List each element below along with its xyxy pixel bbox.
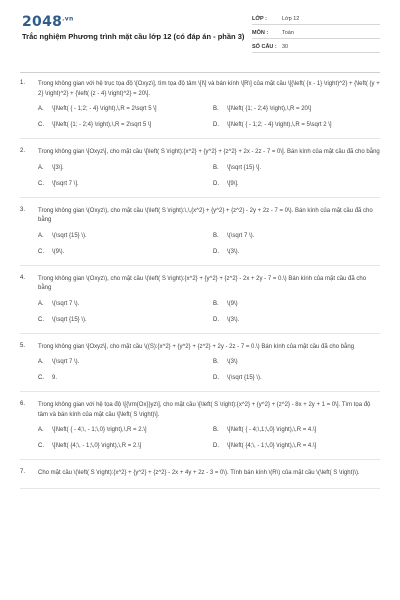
question-item: [20, 148, 380, 198]
question-number: 2.: [20, 148, 26, 154]
option-label: A.: [38, 106, 44, 112]
answer-option[interactable]: [213, 232, 380, 240]
answer-options: [38, 232, 380, 256]
question-number: 3.: [20, 206, 26, 213]
answer-options: [38, 300, 380, 324]
answer-option[interactable]: [213, 121, 380, 129]
option-label: D.: [213, 248, 219, 255]
option-label: B.: [213, 106, 219, 112]
option-label: C.: [38, 443, 44, 449]
answer-option[interactable]: [38, 248, 205, 256]
answer-option[interactable]: [213, 248, 380, 256]
option-text: \[I\left( {1; - 2;4} \right),\,R = 20\]: [227, 106, 312, 112]
option-text: \(9\).: [52, 248, 65, 255]
answer-option[interactable]: [213, 316, 380, 324]
option-label: A.: [38, 427, 44, 433]
answer-options: [38, 164, 380, 188]
question-number: 1.: [20, 80, 26, 86]
question-number: 5.: [20, 342, 26, 349]
meta-value: Toán: [282, 30, 294, 36]
question-text: Cho mặt cầu \(\left( S \right):{x^2} + {y^2} + {z^2} - 2x + 4y + 2z - 3 = 0\). Tính bán kính \(R\) của mặt cầu \(\left( S \right)\).: [38, 470, 360, 476]
answer-option[interactable]: [38, 121, 205, 129]
question-item: [20, 275, 380, 334]
option-label: C.: [38, 180, 44, 187]
answer-option[interactable]: [38, 358, 205, 366]
option-label: D.: [213, 180, 219, 187]
option-text: \(3\).: [227, 316, 240, 323]
meta-label: LỚP :: [252, 16, 267, 22]
question-item: [20, 469, 380, 489]
question-item: [20, 207, 380, 266]
option-text: \[I\left( {1; - 2;4} \right),\,R = 2\sqrt 5 \]: [52, 122, 152, 128]
option-text: \(9\): [227, 300, 238, 307]
meta-row-subject: [252, 28, 380, 39]
question-item: [20, 80, 380, 139]
option-text: \[\sqrt 7 \].: [52, 180, 79, 187]
question-number: 4.: [20, 274, 26, 281]
option-text: \[\sqrt {15} \].: [227, 164, 262, 171]
option-label: A.: [38, 164, 44, 171]
question-text: Trong không gian \(Oxyz\), cho mặt cầu \(\left( S \right):{x^2} + {y^2} + {z^2} - 2x + 2y - 7 = 0.\) Bán kính của mặt cầu đã cho bằng: [38, 275, 367, 291]
option-text: \[I\left( {4;\, - 1;\,0} \right),\,R = 2.\]: [52, 443, 142, 449]
question-text: Trong không gian với hệ tọa độ \[{\rm{Ox}}yz\], cho mặt cầu \[\left( S \right):{x^2} + {y^2} + {z^2} - 8x + 2y + 1 = 0\]. Tìm tọa độ tâm và bán kính của mặt cầu \[\left( S \right)\].: [38, 402, 371, 418]
question-item: [20, 401, 380, 460]
answer-option[interactable]: [38, 426, 205, 434]
question-list: [0, 80, 400, 498]
meta-row-class: [252, 14, 380, 25]
answer-option[interactable]: [213, 358, 380, 366]
question-text: Trong không gian với hệ trục tọa độ \[Oxyz\], tìm tọa độ tâm \[I\] và bán kính \[R\] của mặt cầu \[{\left( {x - 1} \right)^2} + {\left( {y + 2} \right)^2} + {\left( {z - 4} \right)^2} = 20\].: [38, 81, 380, 97]
option-label: A.: [38, 232, 44, 239]
answer-option[interactable]: [38, 374, 205, 382]
answer-option[interactable]: [38, 232, 205, 240]
option-label: C.: [38, 122, 44, 128]
answer-option[interactable]: [213, 300, 380, 308]
option-text: \[I\left( { - 1;2; - 4} \right),\,R = 5\sqrt 2 \]: [227, 122, 332, 128]
option-label: D.: [213, 122, 219, 128]
option-label: C.: [38, 248, 44, 255]
option-text: \(\sqrt 7 \).: [52, 359, 80, 365]
question-number: 6.: [20, 401, 26, 407]
answer-option[interactable]: [38, 300, 205, 308]
question-text: Trong không gian \[Oxyz\], cho mặt cầu \[\left( S \right):{x^2} + {y^2} + {z^2} + 2x - 2z - 7 = 0\]. Bán kính của mặt cầu đã cho bằng: [38, 149, 380, 155]
answer-option[interactable]: [38, 316, 205, 324]
meta-table: [252, 14, 380, 56]
answer-option[interactable]: [213, 426, 380, 434]
question-text: Trong không gian \(Oxyz\), cho mặt cầu \(\left( S \right):\,\,{x^2} + {y^2} + {z^2} - 2y + 2z - 7 = 0\). Bán kính của mặt cầu đã cho bằng: [38, 207, 373, 223]
logo-text: 2048: [22, 14, 63, 30]
option-label: B.: [213, 359, 219, 365]
site-logo[interactable]: [22, 14, 74, 30]
answer-option[interactable]: [213, 442, 380, 450]
option-label: A.: [38, 359, 44, 365]
option-label: C.: [38, 375, 44, 381]
option-label: B.: [213, 300, 219, 307]
answer-option[interactable]: [213, 164, 380, 172]
header: [0, 0, 400, 70]
answer-option[interactable]: [213, 374, 380, 382]
answer-options: [38, 358, 380, 382]
option-text: \(\sqrt 7 \).: [52, 300, 80, 307]
option-text: \(\sqrt 7 \).: [227, 232, 255, 239]
option-text: \(\sqrt {15} \).: [227, 375, 262, 381]
option-label: B.: [213, 164, 219, 171]
meta-label: MÔN :: [252, 30, 269, 36]
option-text: \(3\).: [227, 248, 240, 255]
option-text: \(\sqrt {15} \).: [52, 232, 87, 239]
question-number: 7.: [20, 469, 26, 475]
meta-label: SỐ CÂU :: [252, 44, 277, 50]
header-divider: [20, 72, 380, 73]
option-text: \(\sqrt {15} \).: [52, 316, 87, 323]
option-label: C.: [38, 316, 44, 323]
logo-suffix: .vn: [62, 15, 74, 23]
question-item: [20, 343, 380, 393]
answer-options: [38, 105, 380, 129]
answer-option[interactable]: [38, 180, 205, 188]
option-text: \[9\].: [227, 180, 239, 187]
meta-value: 30: [282, 44, 289, 50]
document-title: Trắc nghiệm Phương trình mặt cầu lớp 12 (có đáp án - phần 3): [22, 32, 245, 41]
option-text: \[I\left( { - 1;2; - 4} \right),\,R = 2\sqrt 5 \]: [52, 106, 157, 112]
answer-option[interactable]: [38, 442, 205, 450]
answer-options: [38, 426, 380, 450]
meta-row-count: [252, 42, 380, 53]
option-label: D.: [213, 375, 219, 381]
option-label: D.: [213, 443, 219, 449]
option-label: D.: [213, 316, 219, 323]
answer-option[interactable]: [38, 105, 205, 113]
meta-value: Lớp 12: [282, 16, 300, 22]
question-text: Trong không gian \[Oxyz\], cho mặt cầu \((S):{x^2} + {y^2} + {z^2} + 2y - 2z - 7 = 0.\) Bán kính của mặt cầu đã cho bằng: [38, 343, 355, 350]
answer-option[interactable]: [213, 180, 380, 188]
option-text: \(3\): [227, 359, 238, 365]
option-text: \[I\left( { - 4;\,1;\,0} \right),\,R = 4.\]: [227, 427, 317, 433]
option-label: B.: [213, 427, 219, 433]
option-text: \[I\left( { - 4;\, - 1;\,0} \right),\,R = 2.\]: [52, 427, 147, 433]
option-label: B.: [213, 232, 219, 239]
answer-option[interactable]: [213, 105, 380, 113]
option-label: A.: [38, 300, 44, 307]
answer-option[interactable]: [38, 164, 205, 172]
option-text: 9.: [52, 375, 58, 381]
option-text: \[3\].: [52, 164, 64, 171]
option-text: \[I\left( {4;\, - 1;\,0} \right),\,R = 4.\]: [227, 443, 317, 449]
